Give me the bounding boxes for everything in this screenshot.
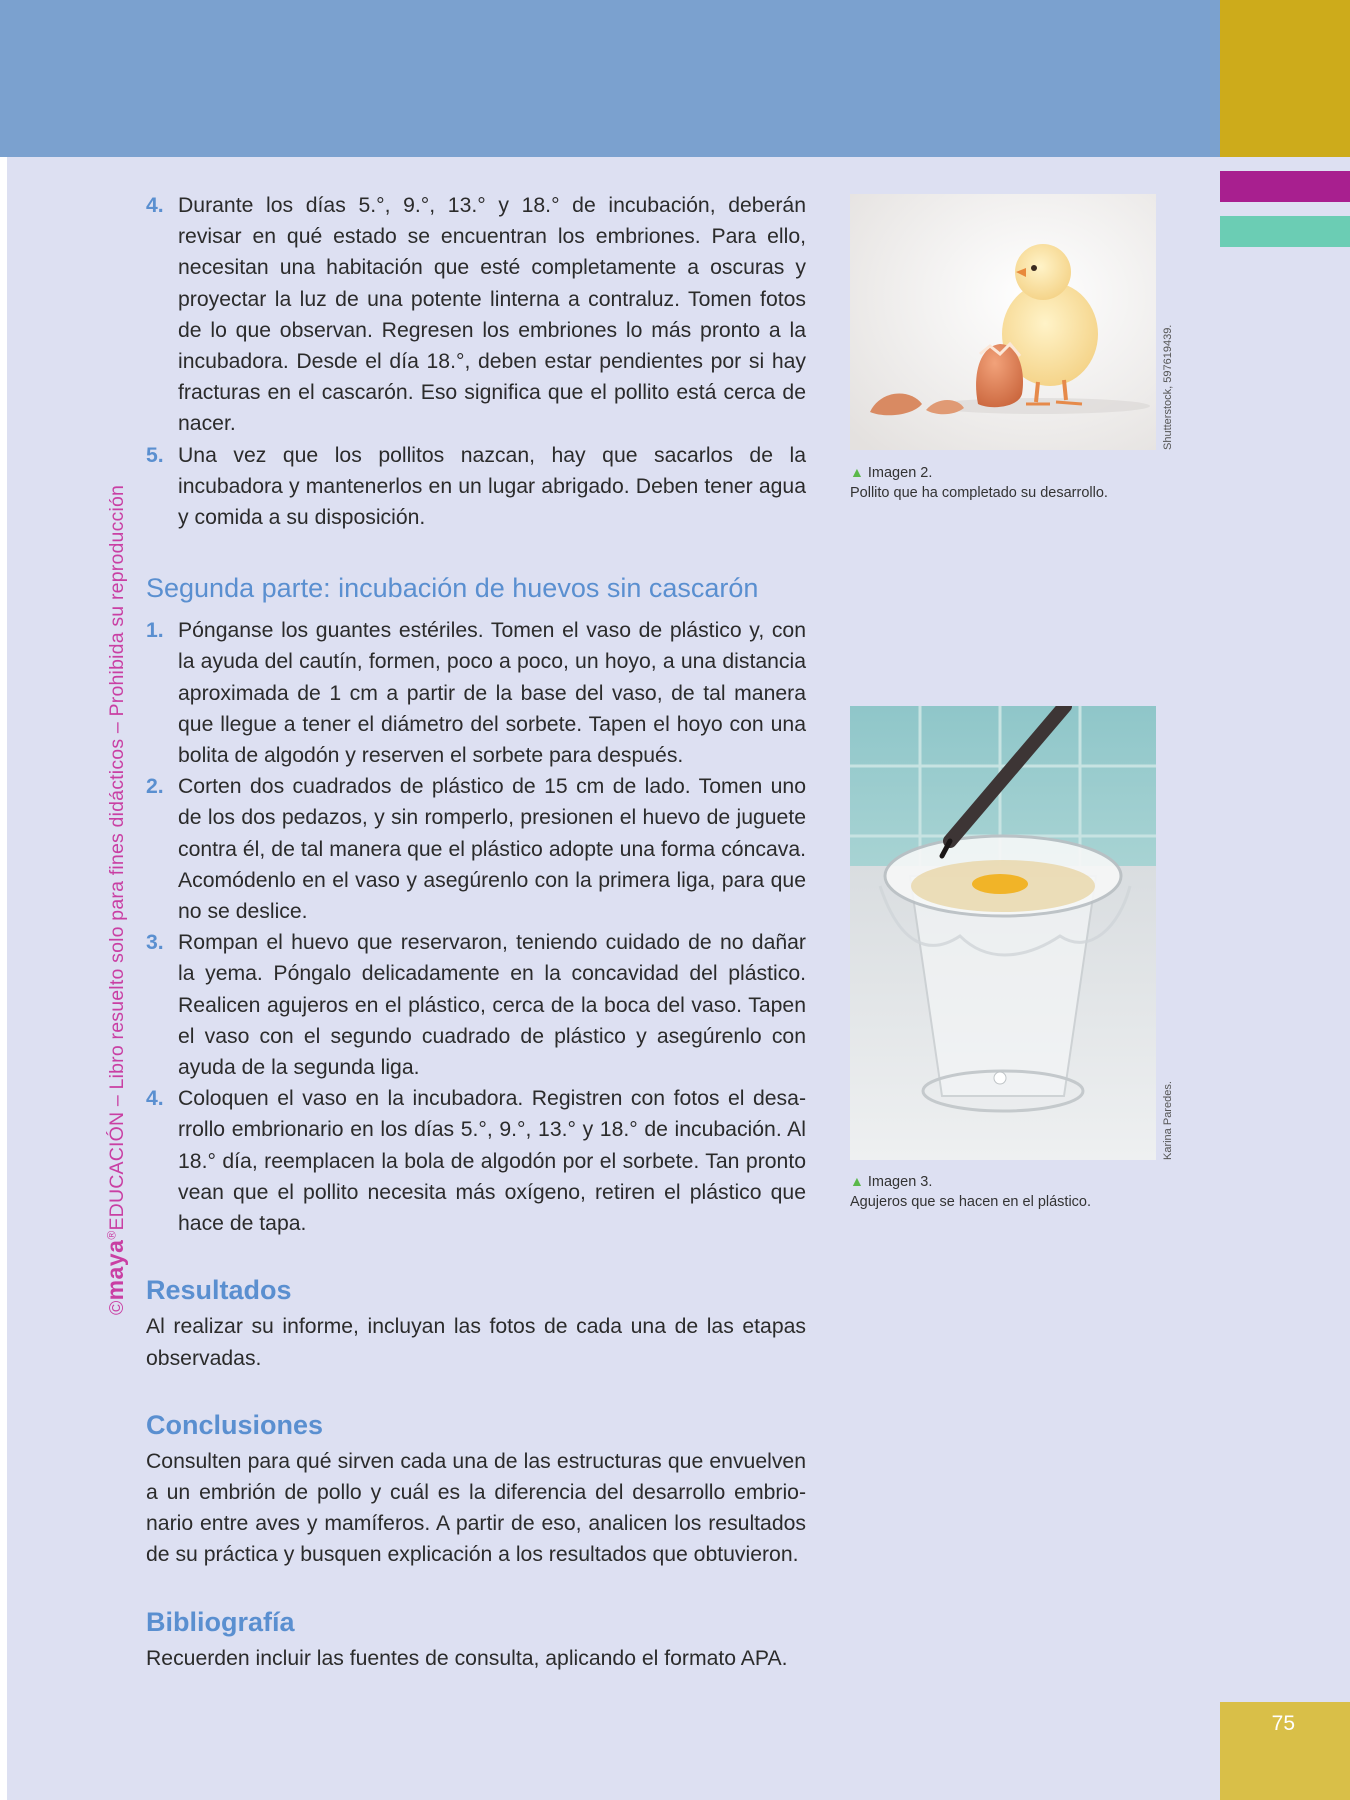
photo-credit: Karina Paredes. [1162,1081,1174,1160]
step-text: Corten dos cuadrados de plástico de 15 cm de lado. Tomen uno de los dos pedazos, y sin romperlo, presionen el huevo de juguete contra él, de tal manera que el plástico adopte una forma cóncava. Acomódenlo en el vaso y asegúrenlo con la primera liga, para que no se deslice. [178,775,806,924]
bibliografia-heading: Bibliografía [146,1606,295,1637]
list-item [146,1083,806,1239]
step-number: 5. [146,443,164,467]
chick-photo [850,194,1156,450]
part1-steps-list [146,190,806,533]
section2-heading: Segunda parte: incubación de huevos sin cascarón [146,573,759,604]
list-item [146,440,806,534]
page-left-edge [0,0,7,1800]
conclusiones-text: Consulten para qué sirven cada una de las estructuras que envuelven a un embrión de pollo y cuál es la diferencia del desarrollo embrionario entre aves y mamíferos. A partir de eso, analicen los resultados de su práctica y busquen explicación a los resultados que obtuvieron. [146,1449,806,1567]
step-number: 4. [146,1087,164,1111]
figure-caption-text: Pollito que ha completado su desarrollo. [850,485,1108,501]
figure-label: Imagen 3. [867,1174,933,1190]
page-number: 75 [1271,1712,1295,1735]
bibliografia-text: Recuerden incluir las fuentes de consulta, aplicando el formato APA. [146,1646,788,1670]
resultados-section [146,1273,806,1373]
step-text: Pónganse los guantes estériles. Tomen el vaso de plástico y, con la ayuda del cautín, formen, poco a poco, un hoyo, a una distancia aproximada de 1 cm a partir de la base del vaso, de tal manera que llegue a tener el diámetro del sorbete. Tapen el hoyo con una bolita de algodón y reserven el sorbete para después. [178,619,806,768]
part2-steps-list [146,615,806,1239]
corner-gold-block [1220,0,1350,157]
figure-label: Imagen 2. [867,465,933,481]
cup-photo [850,706,1156,1160]
step-number: 2. [146,775,164,799]
list-item [146,615,806,771]
conclusiones-heading: Conclusiones [146,1409,324,1440]
chick-illustration [850,194,1156,450]
resultados-heading: Resultados [146,1275,292,1306]
triangle-icon: ▲ [850,1173,864,1189]
brand-logo-text: maya [102,1239,128,1301]
triangle-icon: ▲ [850,464,864,480]
conclusiones-section [146,1408,806,1571]
step-text: Rompan el huevo que reservaron, teniendo cuidado de no dañar la yema. Póngalo delicadamente en la concavidad del plástico. Realicen agujeros en el plástico, cerca de la boca del vaso. Tapen el vaso con el segundo cuadrado de plástico y asegúrenlo con ayuda de la segunda liga. [178,931,806,1080]
figure-caption-text: Agujeros que se hacen en el plástico. [850,1194,1092,1210]
section-tab-magenta [1220,171,1350,202]
step-text: Durante los días 5.°, 9.°, 13.° y 18.° de incubación, deberán revisar en qué estado se encuentran los embriones. Para ello, necesitan una habitación que esté completamente a oscuras y proyectar la luz de una potente linterna a contraluz. Tomen fotos de lo que observan. Regresen los embriones lo más pronto a la incubadora. Desde el día 18.°, deben estar pendientes por si hay fracturas en el cascarón. Eso significa que el pollito está cerca de nacer. [178,194,806,436]
list-item [146,927,806,1083]
copyright-symbol: © [106,1300,128,1315]
figure-caption [850,462,1108,503]
step-number: 1. [146,619,164,643]
bibliografia-section [146,1605,806,1674]
step-number: 3. [146,931,164,955]
cup-illustration [850,706,1156,1160]
step-text: Una vez que los pollitos nazcan, hay que sacarlos de la incubadora y mantenerlos en un lugar abrigado. Deben tener agua y comida a su disposición. [178,443,806,530]
vertical-copyright-text [102,485,129,1315]
top-header-band [0,0,1220,157]
figure-caption [850,1171,1091,1212]
resultados-text: Al realizar su informe, incluyan las fotos de cada una de las etapas observadas. [146,1315,806,1370]
step-number: 4. [146,194,164,217]
copyright-rest: EDUCACIÓN – Libro resuelto solo para fines didácticos – Prohibida su reproducción [106,484,128,1231]
main-content [146,190,806,1674]
list-item [146,771,806,927]
step-text: Coloquen el vaso en la incubadora. Registren con fotos el desarrollo embrionario en los días 5.°, 9.°, 13.° y 18.° de incubación. Al 18.° día, reemplacen la bola de algodón por el sorbete. Tan pronto vean que el pollito necesita más oxígeno, retiren el plástico que hace de tapa. [178,1087,806,1236]
list-item [146,190,806,440]
photo-credit: Shutterstock, 597619439. [1162,324,1174,450]
section-tab-mint [1220,216,1350,247]
registered-mark: ® [104,1230,119,1240]
